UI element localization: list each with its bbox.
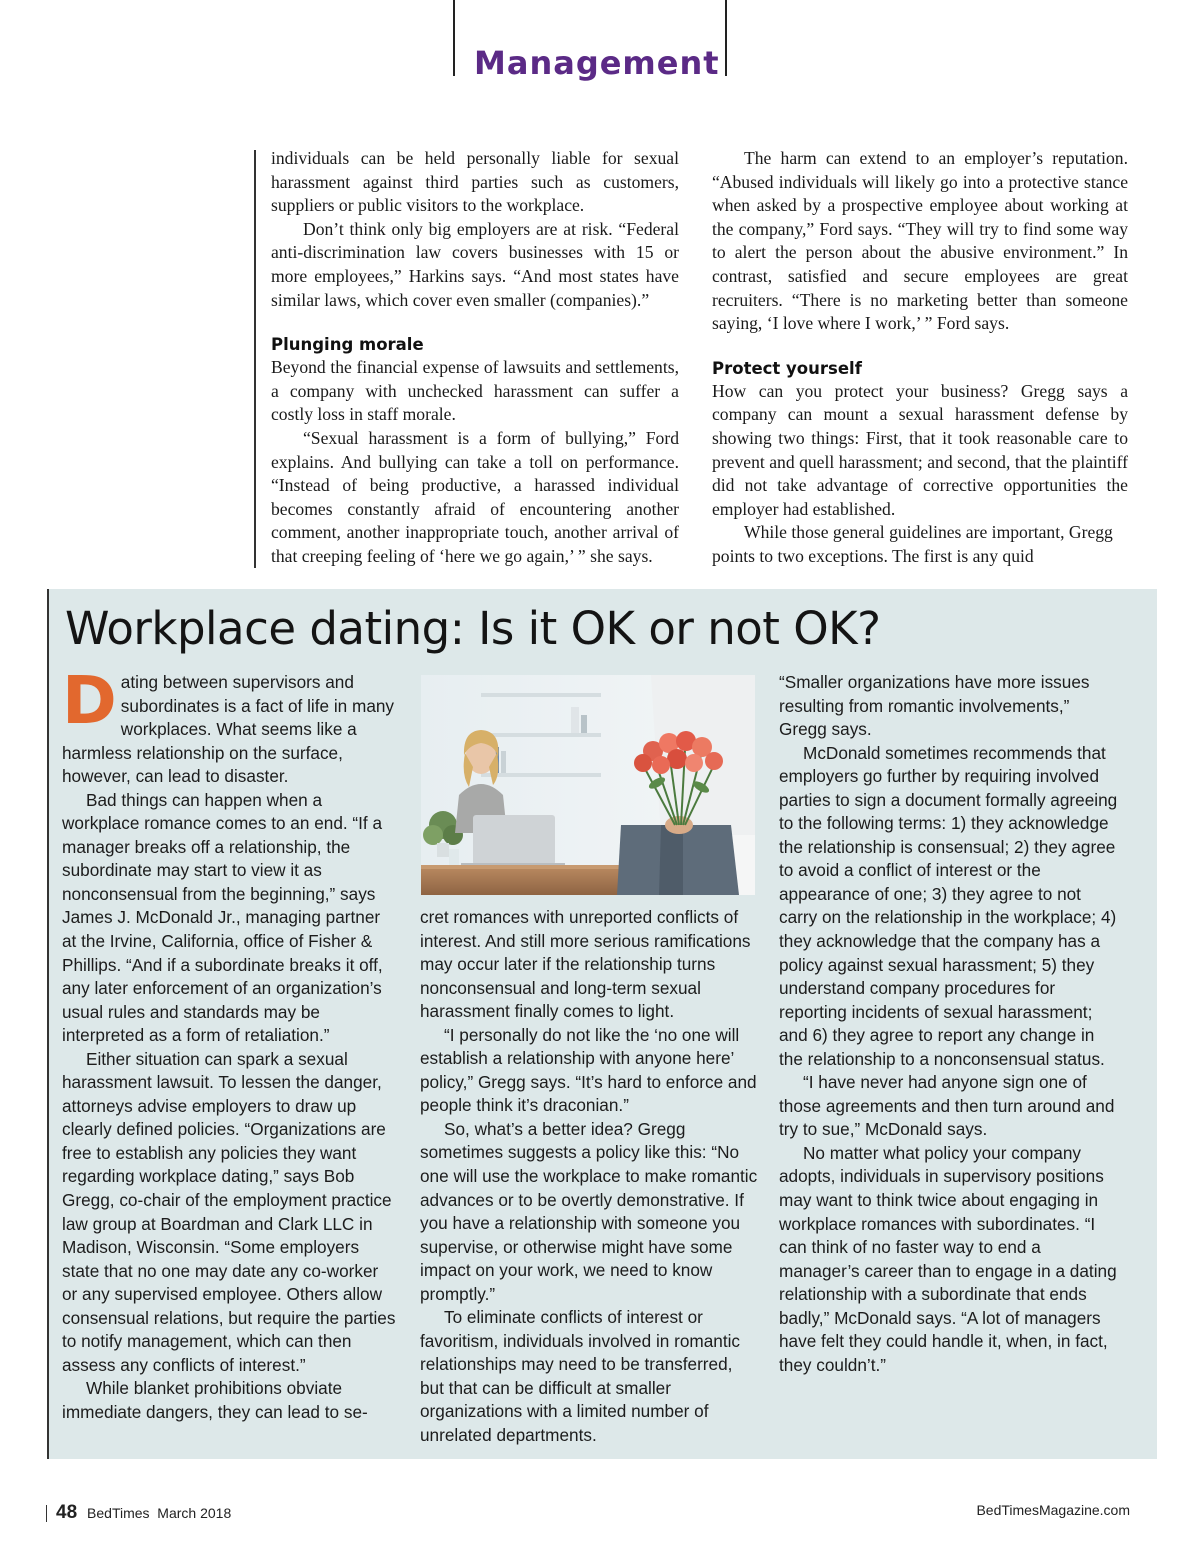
article-column-1 [271,147,679,569]
footer-folio [56,1502,231,1524]
sidebar-paragraph: cret romances with unreported conflicts of interest. And still more serious ramifications may occur later if the relationship turns nonconsensual and long-term sexual harassment finally comes to light. [420,907,751,1022]
header-rule-left [453,0,455,76]
sidebar-paragraph: “I personally do not like the ‘no one will establish a relationship with anyone here’ policy,” Gregg says. “It’s hard to enforce and people think it’s draconian.” [420,1024,757,1116]
sidebar-paragraph: Either situation can spark a sexual harassment lawsuit. To lessen the danger, attorneys advise employers to draw up clearly defined policies. “Organizations are free to establish any policies they want regarding workplace dating,” says Bob Gregg, co-chair of the employment practice law group at Boardman and Clark LLC in Madison, Wisconsin. “Some employers state that no one may date any co-worker or any supervised employee. Others allow consensual relations, but require the parties to notify management, which can then assess any conflicts of interest.” [62,1048,396,1375]
photo-office-romance [421,675,755,895]
article-paragraph: While those general guidelines are important, Gregg points to two exceptions. The first is any quid [712,522,1113,566]
sidebar-column-3 [779,671,1119,1377]
page-number: 48 [56,1502,78,1523]
article-paragraph: Don’t think only big employers are at risk. “Federal anti-discrimination law covers businesses with 15 or more employees,” Harkins says. “And most states have similar laws, which cover even smaller (companies).” [271,218,679,310]
sidebar-paragraph: McDonald sometimes recommends that employers go further by requiring involved parties to sign a document formally agreeing to the following terms: 1) they acknowledge the relationship is consensual; 2) they agree to avoid a conflict of interest or the appearance of one; 3) they agree to not carry on the relationship in the workplace; 4) they acknowledge that the company has a policy against sexual harassment; 5) they understand company procedures for reporting incidents of sexual harassment; and 6) they agree to report any change in the relationship to a nonconsensual status. [779,742,1118,1069]
subheading-plunging-morale: Plunging morale [271,335,424,355]
sidebar-paragraph: Bad things can happen when a workplace romance comes to an end. “If a manager breaks off a relationship, the subordinate may start to view it as nonconsensual from the beginning,” says James J. McDonald Jr., managing partner at the Irvine, California, office of Fisher & Phillips. “And if a subordinate breaks it off, any later enforcement of an organization’s usual rules and standards may be interpreted as a form of retaliation.” [62,789,383,1046]
sidebar-title: Workplace dating: Is it OK or not OK? [65,602,881,655]
sidebar-column-2 [420,906,758,1448]
sidebar-paragraph: To eliminate conflicts of interest or favoritism, individuals involved in romantic relationships may need to be transferred, but that can be difficult at smaller organizations with a limited number of unrelated departments. [420,1307,741,1446]
drop-cap: D [62,662,117,739]
sidebar-paragraph: No matter what policy your company adopts, individuals in supervisory positions may want to think twice about engaging in workplace romances with subordinates. “I can think of no faster way to end a manager’s career than to engage in a dating relationship with a subordinate that ends badly,” McDonald says. “A lot of managers have felt they could handle it, when, in fact, they couldn’t.” [779,1142,1117,1375]
header-rule-right [725,0,727,76]
footer-website: BedTimesMagazine.com [976,1502,1130,1518]
photo-illustration [421,675,755,895]
footer-rule [46,1505,47,1522]
article-paragraph: How can you protect your business? Gregg says a company can mount a sexual harassment defense by showing two things: First, that it took reasonable care to prevent and quell harassment; and second, that the plaintiff did not take advantage of corrective opportunities the employer had established. [712,380,1128,519]
sidebar-paragraph: So, what’s a better idea? Gregg sometimes suggests a policy like this: “No one will use the workplace to make romantic advances or to be overtly demonstrative. If you have a relationship with someone you supervise, or otherwise might have some impact on your work, we need to know promptly.” [420,1118,758,1304]
article-paragraph: Beyond the financial expense of lawsuits and settlements, a company with unchecked harassment can suffer a costly loss in staff morale. [271,357,679,425]
article-column-2 [712,147,1128,569]
subheading-protect-yourself: Protect yourself [712,358,862,378]
section-title: Management [474,44,720,82]
sidebar-column-1 [62,662,396,1425]
sidebar-paragraph: “I have never had anyone sign one of those agreements and then turn around and try to sue,” McDonald says. [779,1072,1115,1140]
column-rule [254,150,256,568]
sidebar-paragraph: “Smaller organizations have more issues resulting from romantic involvements,” Gregg says. [779,672,1090,740]
sidebar-paragraph: ating between supervisors and subordinates is a fact of life in many workplaces. What seems like a harmless relationship on the surface, however, can lead to disaster. [62,672,395,787]
article-paragraph: “Sexual harassment is a form of bullying,” Ford explains. And bullying can take a toll on performance. “Instead of being productive, a harassed individual becomes constantly afraid of encountering another comment, another inappropriate touch, another arrival of that creeping feeling of ‘here we go again,’ ” she says. [271,427,679,566]
sidebar-paragraph: While blanket prohibitions obviate immediate dangers, they can lead to se- [62,1378,368,1422]
sidebar-rule [47,589,49,1459]
article-paragraph: individuals can be held personally liable for sexual harassment against third parties such as customers, suppliers or public visitors to the workplace. [271,148,679,216]
publication-date: BedTimes March 2018 [87,1505,232,1521]
article-paragraph: The harm can extend to an employer’s reputation. “Abused individuals will likely go into a protective stance when asked by a prospective employee about working at the company,” Ford says. “They will try to find some way to alert the person about the abusive environment.” In contrast, satisfied and secure employees are great recruiters. “There is no marketing better than someone saying, ‘I love where I work,’ ” Ford says. [712,148,1128,334]
